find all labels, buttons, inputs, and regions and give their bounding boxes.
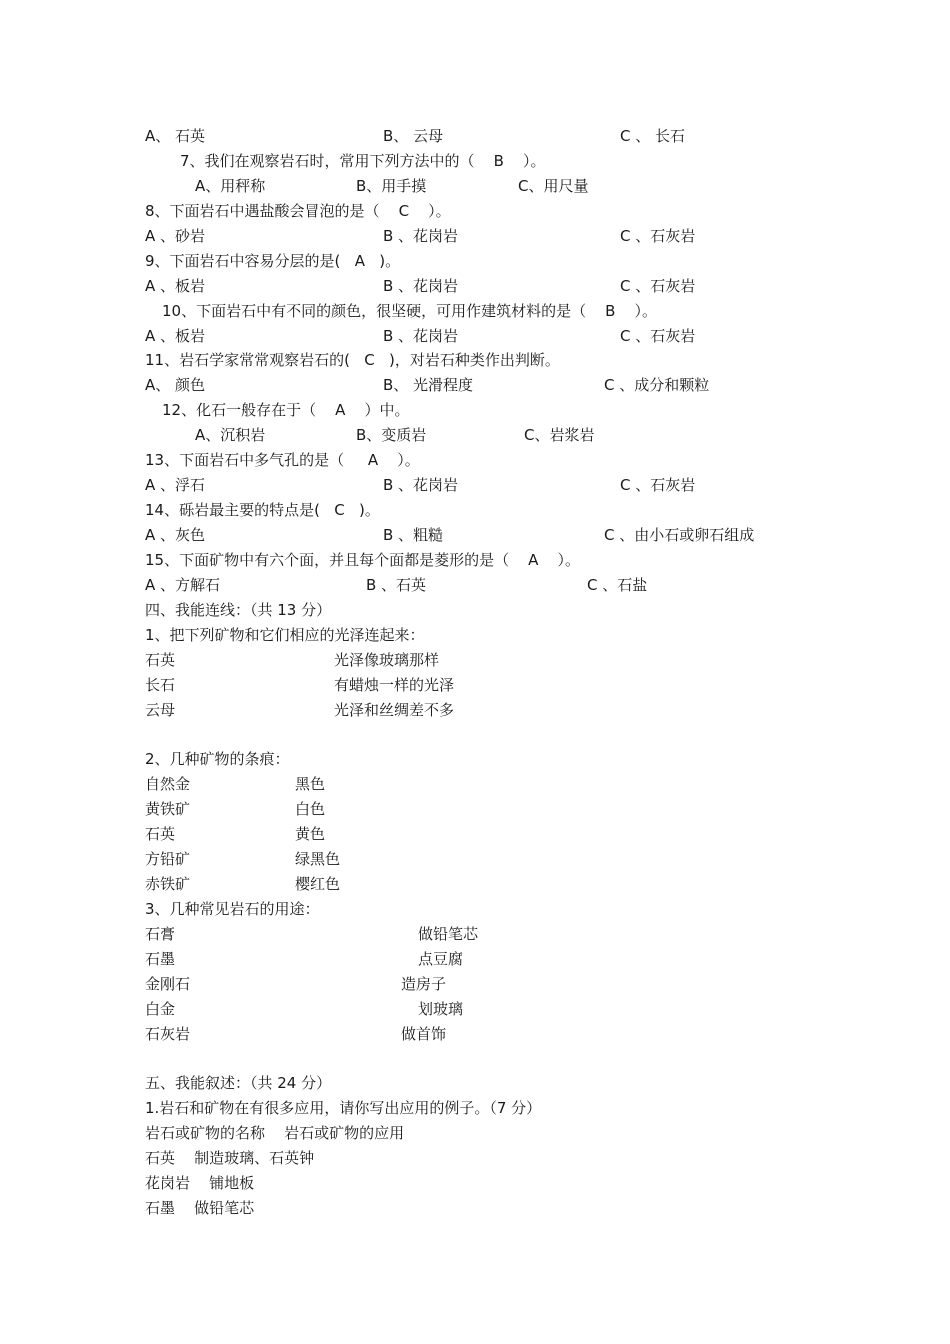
- q9-options: [0, 274, 950, 298]
- q15-question: 15、下面矿物中有六个面，并且每个面都是菱形的是（ A ）。: [145, 551, 580, 569]
- matching1-left: 长石: [145, 676, 176, 694]
- section5-row: [0, 1146, 950, 1170]
- q7-question-line: [0, 149, 950, 173]
- q6-option-a: A、 石英: [145, 127, 206, 145]
- matching3-row: [0, 997, 950, 1021]
- matching1-row: [0, 698, 950, 722]
- matching3-right: 造房子: [401, 975, 447, 993]
- q10-option-a: A 、板岩: [145, 327, 206, 345]
- q10-question: 10、下面岩石中有不同的颜色，很坚硬，可用作建筑材料的是（ B ）。: [162, 302, 658, 320]
- matching2-left: 自然金: [145, 775, 191, 793]
- q12-option-a: A、沉积岩: [195, 426, 266, 444]
- q15-option-a: A 、方解石: [145, 576, 221, 594]
- q12-option-b: B、变质岩: [356, 426, 427, 444]
- q9-option-c: C 、石灰岩: [620, 277, 696, 295]
- q8-question-line: [0, 199, 950, 223]
- matching2-left: 赤铁矿: [145, 875, 191, 893]
- matching2-left: 黄铁矿: [145, 800, 191, 818]
- q7-question: 7、我们在观察岩石时，常用下列方法中的（ B ）。: [180, 152, 546, 170]
- matching1-row: [0, 673, 950, 697]
- q7-option-a: A、用秤称: [195, 177, 266, 195]
- q14-option-c: C 、由小石或卵石组成: [604, 526, 755, 544]
- q8-question: 8、下面岩石中遇盐酸会冒泡的是（ C ）。: [145, 202, 451, 220]
- q12-question-line: [0, 398, 950, 422]
- q12-options: [0, 423, 950, 447]
- matching1-right: 有蜡烛一样的光泽: [334, 676, 455, 694]
- matching2-row: [0, 822, 950, 846]
- q7-option-c: C、用尺量: [518, 177, 589, 195]
- matching1-right: 光泽和丝绸差不多: [334, 701, 455, 719]
- q14-option-a: A 、灰色: [145, 526, 206, 544]
- matching2-left: 石英: [145, 825, 176, 843]
- q12-option-c: C、岩浆岩: [524, 426, 595, 444]
- matching3-row: [0, 947, 950, 971]
- q6-options: [0, 124, 950, 148]
- q14-question: 14、砾岩最主要的特点是( C )。: [145, 501, 380, 519]
- q14-question-line: [0, 498, 950, 522]
- q9-question-line: [0, 249, 950, 273]
- q13-option-c: C 、石灰岩: [620, 476, 696, 494]
- q15-option-b: B 、石英: [366, 576, 427, 594]
- matching2-row: [0, 772, 950, 796]
- section5-title: 五、我能叙述：（共 24 分）: [145, 1074, 332, 1092]
- q10-question-line: [0, 299, 950, 323]
- section4-title-line: [0, 598, 950, 622]
- q10-option-b: B 、花岗岩: [383, 327, 459, 345]
- q11-question: 11、岩石学家常常观察岩石的( C )，对岩石种类作出判断。: [145, 351, 560, 369]
- matching3-right: 做铅笔芯: [418, 925, 479, 943]
- matching3-right: 做首饰: [401, 1025, 447, 1043]
- matching2-row: [0, 847, 950, 871]
- matching2-title-line: [0, 747, 950, 771]
- q13-option-b: B 、花岗岩: [383, 476, 459, 494]
- matching2-row: [0, 872, 950, 896]
- q11-option-c: C 、成分和颗粒: [604, 376, 710, 394]
- q13-question-line: [0, 448, 950, 472]
- matching3-row: [0, 1022, 950, 1046]
- matching2-right: 绿黑色: [295, 850, 341, 868]
- q8-option-b: B 、花岗岩: [383, 227, 459, 245]
- section4-title: 四、我能连线：（共 13 分）: [145, 601, 332, 619]
- section5-row-text: 石英 制造玻璃、石英钟: [145, 1149, 315, 1167]
- matching3-row: [0, 922, 950, 946]
- q15-question-line: [0, 548, 950, 572]
- matching3-left: 石灰岩: [145, 1025, 191, 1043]
- q6-option-c: C 、 长石: [620, 127, 686, 145]
- q13-options: [0, 473, 950, 497]
- matching3-title-line: [0, 897, 950, 921]
- matching1-right: 光泽像玻璃那样: [334, 651, 440, 669]
- q11-option-b: B、 光滑程度: [383, 376, 474, 394]
- matching1-row: [0, 648, 950, 672]
- section5-title-line: [0, 1071, 950, 1095]
- section5-q1-line: [0, 1096, 950, 1120]
- matching2-right: 黄色: [295, 825, 326, 843]
- q14-options: [0, 523, 950, 547]
- q7-options: [0, 174, 950, 198]
- matching3-row: [0, 972, 950, 996]
- q8-options: [0, 224, 950, 248]
- matching3-title: 3、几种常见岩石的用途：: [145, 900, 320, 918]
- matching1-left: 石英: [145, 651, 176, 669]
- q9-option-a: A 、板岩: [145, 277, 206, 295]
- matching2-left: 方铅矿: [145, 850, 191, 868]
- section5-row: [0, 1196, 950, 1220]
- q9-option-b: B 、花岗岩: [383, 277, 459, 295]
- section5-header: 岩石或矿物的名称 岩石或矿物的应用: [145, 1124, 405, 1142]
- q6-option-b: B、 云母: [383, 127, 444, 145]
- matching1-title: 1、把下列矿物和它们相应的光泽连起来：: [145, 626, 425, 644]
- section5-header-line: [0, 1121, 950, 1145]
- matching1-title-line: [0, 623, 950, 647]
- matching2-right: 白色: [295, 800, 326, 818]
- matching2-right: 樱红色: [295, 875, 341, 893]
- matching1-left: 云母: [145, 701, 176, 719]
- matching3-left: 白金: [145, 1000, 176, 1018]
- matching3-left: 金刚石: [145, 975, 191, 993]
- q8-option-a: A 、砂岩: [145, 227, 206, 245]
- q10-option-c: C 、石灰岩: [620, 327, 696, 345]
- matching3-left: 石墨: [145, 950, 176, 968]
- matching3-right: 点豆腐: [418, 950, 464, 968]
- matching2-right: 黑色: [295, 775, 326, 793]
- q15-options: [0, 573, 950, 597]
- q15-option-c: C 、石盐: [587, 576, 648, 594]
- matching2-row: [0, 797, 950, 821]
- q11-option-a: A、 颜色: [145, 376, 206, 394]
- q12-question: 12、化石一般存在于（ A ）中。: [162, 401, 410, 419]
- matching3-left: 石膏: [145, 925, 176, 943]
- q11-options: [0, 373, 950, 397]
- q7-option-b: B、用手摸: [356, 177, 427, 195]
- q10-options: [0, 324, 950, 348]
- q14-option-b: B 、粗糙: [383, 526, 444, 544]
- section5-q1: 1.岩石和矿物在有很多应用，请你写出应用的例子。（7 分）: [145, 1099, 542, 1117]
- section5-row-text: 石墨 做铅笔芯: [145, 1199, 255, 1217]
- q13-question: 13、下面岩石中多气孔的是（ A ）。: [145, 451, 420, 469]
- q11-question-line: [0, 348, 950, 372]
- q8-option-c: C 、石灰岩: [620, 227, 696, 245]
- section5-row: [0, 1171, 950, 1195]
- matching2-title: 2、几种矿物的条痕：: [145, 750, 290, 768]
- q13-option-a: A 、浮石: [145, 476, 206, 494]
- matching3-right: 划玻璃: [418, 1000, 464, 1018]
- section5-row-text: 花岗岩 铺地板: [145, 1174, 255, 1192]
- q9-question: 9、下面岩石中容易分层的是( A )。: [145, 252, 401, 270]
